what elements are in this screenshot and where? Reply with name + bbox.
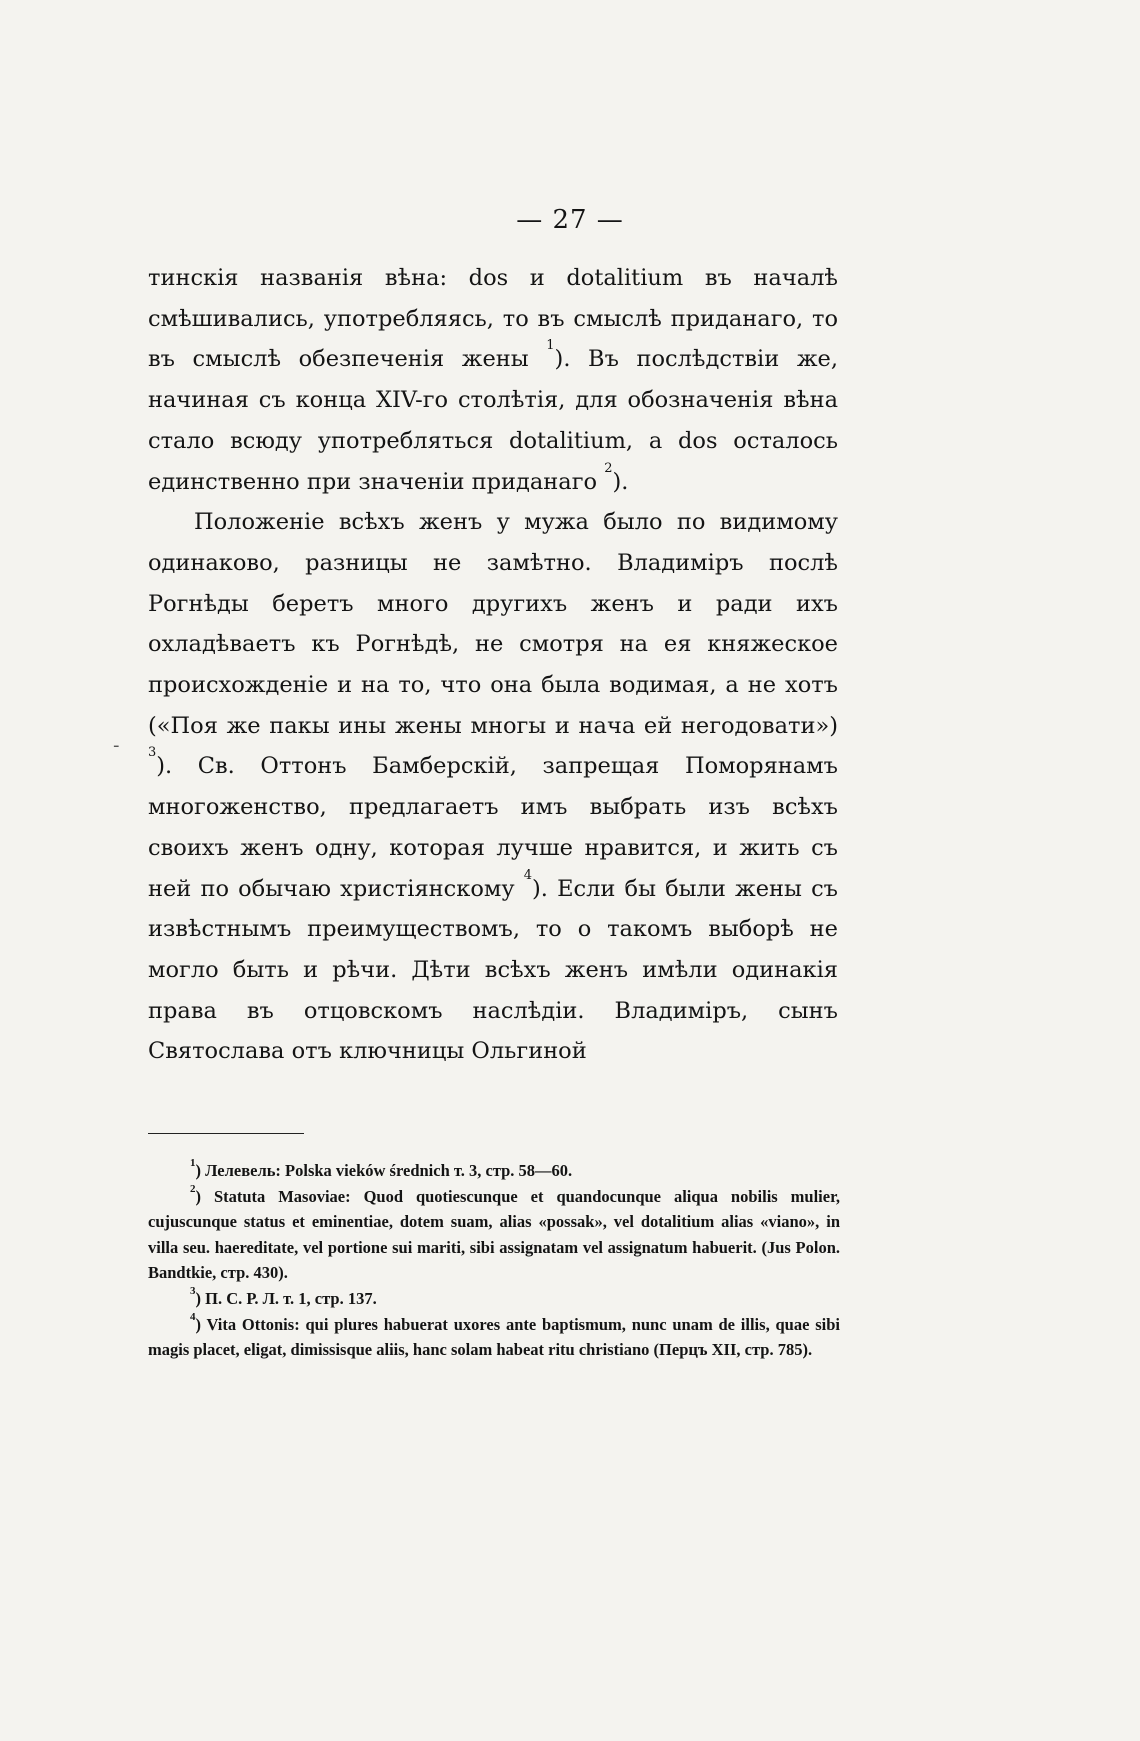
footnote-ref-1: 1 bbox=[546, 338, 555, 354]
footnotes bbox=[148, 1158, 840, 1363]
footnote-mark-4: 4 bbox=[190, 1310, 196, 1323]
footnote-2 bbox=[148, 1184, 840, 1286]
footnote-3 bbox=[148, 1286, 840, 1312]
paragraph-2 bbox=[148, 502, 838, 1072]
margin-dash-mark: - bbox=[113, 735, 120, 756]
footnote-4 bbox=[148, 1312, 840, 1363]
paragraph-1-text: тинскія названія вѣна: dos и dotalitium въ началѣ смѣшивались, употребляясь, то въ смыслѣ приданаго, то въ смыслѣ обезпеченія жены bbox=[148, 265, 838, 373]
footnote-4-text: ) Vita Ottonis: qui plures habuerat uxores ante baptismum, nunc unam de illis, quae sibi magis placet, eligat, dimissisque aliis, hanc solam habeat ritu christiano (Перцъ XII, стр. 785). bbox=[148, 1314, 840, 1360]
footnote-3-text: ) П. С. Р. Л. т. 1, стр. 137. bbox=[195, 1288, 377, 1308]
paragraph-2-text: Положеніе всѣхъ женъ у мужа было по видимому одинаково, разницы не замѣтно. Владиміръ послѣ Рогнѣды беретъ много другихъ женъ и ради ихъ охладѣваетъ къ Рогнѣдѣ, не смотря на ея княжеское происхожденіе и на то, что она была водимая, а не хотъ («Поя же пакы ины жены многы и нача ей негодовати») bbox=[148, 509, 838, 739]
paragraph-1 bbox=[148, 258, 838, 502]
footnote-ref-4: 4 bbox=[523, 867, 533, 883]
footnote-2-text: ) Statuta Masoviae: Quod quotiescunque et quandocunque aliqua nobilis mulier, cujuscunque status et eminentiae, dotem suam, alias «possak», vel dotalitium alias «viano», in villa seu. haereditate, vel portione sui mariti, sibi assignatam vel assignatum habuerit. (Jus Polon. Bandtkie, стр. 430). bbox=[148, 1186, 840, 1283]
main-text bbox=[148, 258, 838, 1072]
page-number: — 27 — bbox=[516, 205, 624, 235]
paragraph-1-text-2: ). Въ послѣдствіи же, начиная съ конца XIV-го столѣтія, для обозначенія вѣна стало всюду употребляться dotalitium, а dos осталось единственно при значеніи приданаго bbox=[148, 346, 838, 495]
paragraph-1-text-3: ). bbox=[612, 468, 629, 495]
paragraph-2-text-3: ). Если бы были жены съ извѣстнымъ преимуществомъ, то о такомъ выборѣ не могло быть и рѣчи. Дѣти всѣхъ женъ имѣли одинакія права въ отцовскомъ наслѣдіи. Владиміръ, сынъ Святослава отъ ключницы Ольгиной bbox=[148, 875, 838, 1065]
footnote-1 bbox=[148, 1158, 840, 1184]
footnote-ref-3: 3 bbox=[148, 745, 157, 761]
footnote-ref-2: 2 bbox=[604, 460, 613, 476]
paragraph-2-text-2: ). Св. Оттонъ Бамберскій, запрещая Поморянамъ многоженство, предлагаетъ имъ выбрать изъ всѣхъ своихъ женъ одну, которая лучше нравится, и жить съ ней по обычаю христіянскому bbox=[148, 753, 838, 902]
footnote-mark-3: 3 bbox=[190, 1284, 196, 1297]
footnote-1-text: ) Лелевель: Polska vieków średnich т. 3, стр. 58—60. bbox=[195, 1161, 573, 1180]
footnote-mark-2: 2 bbox=[190, 1182, 196, 1195]
footnote-divider bbox=[148, 1133, 304, 1134]
footnote-mark-1: 1 bbox=[190, 1157, 196, 1169]
